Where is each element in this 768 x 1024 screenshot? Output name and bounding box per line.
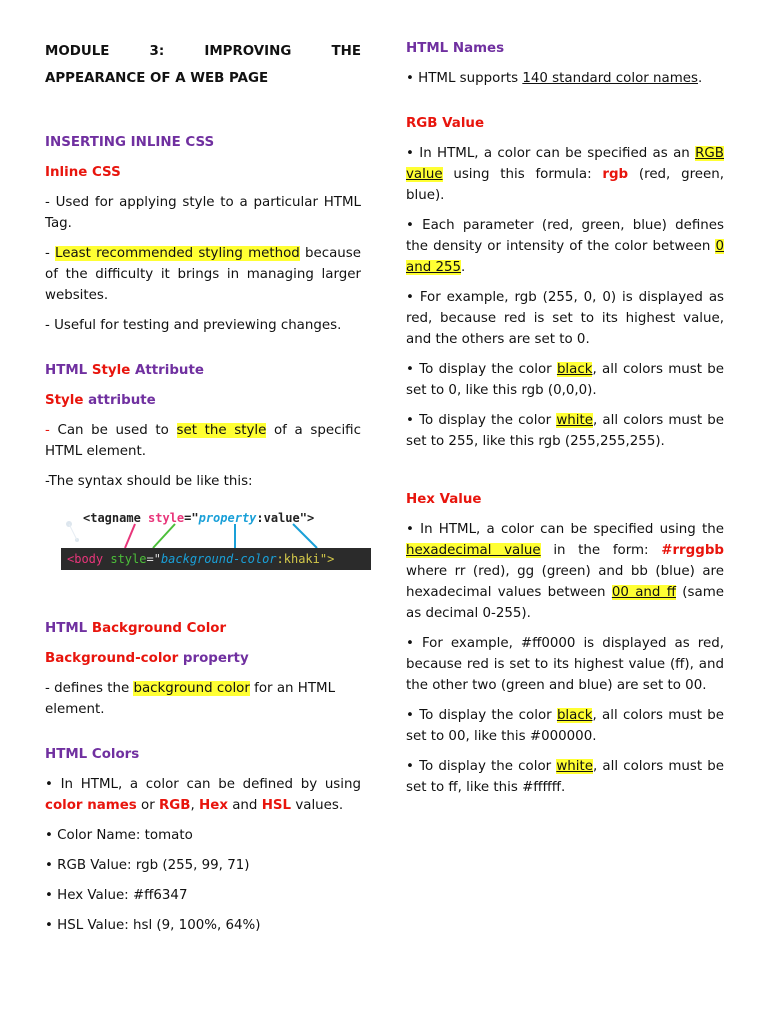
text: property	[178, 651, 249, 666]
text: ="	[146, 552, 161, 566]
html-names-paragraph	[406, 68, 724, 89]
highlight-white: white	[556, 413, 593, 428]
bullet-hex-value: • Hex Value: #ff6347	[45, 888, 188, 903]
style-paragraph-2: -The syntax should be like this:	[45, 474, 253, 489]
text: - defines the	[45, 681, 134, 696]
rgb-paragraph-4	[406, 359, 724, 401]
syntax-example-image	[55, 506, 381, 578]
text: • HTML supports	[406, 71, 523, 86]
text: values.	[291, 798, 344, 813]
text: #rrggbb	[661, 543, 724, 558]
hex-paragraph-1	[406, 519, 724, 624]
text: ,	[190, 798, 200, 813]
text: .	[697, 71, 703, 86]
text: rgb	[602, 167, 629, 182]
style-attribute-subheading	[45, 390, 361, 411]
text: color names	[45, 798, 137, 813]
text: Style	[45, 393, 84, 408]
highlight-rgb-value: RGB value	[406, 146, 724, 182]
text: , all colors must be set to 0, like this rgb (0,0,0).	[406, 362, 724, 398]
text: , all colors must be set to 255, like this rgb (255,255,255).	[406, 413, 724, 449]
html-names-heading: HTML Names	[406, 41, 505, 56]
text: Background Color	[91, 621, 227, 636]
html-colors-heading: HTML Colors	[45, 747, 140, 762]
style-paragraph-1	[45, 420, 361, 462]
highlight-least-recommended: Least recommended styling method	[55, 246, 300, 261]
text: style	[110, 552, 147, 566]
highlight-hexadecimal-value: hexadecimal value	[406, 543, 541, 558]
hex-value-heading: Hex Value	[406, 492, 482, 507]
html-colors-paragraph	[45, 774, 361, 816]
text: because of the difficulty it brings in managing larger websites.	[45, 246, 362, 303]
text: for an HTML element.	[45, 681, 336, 717]
highlight-00-and-ff: 00 and ff	[611, 585, 676, 600]
text: • In HTML, a color can be defined by using	[45, 777, 361, 792]
inline-css-paragraph-1: - Used for applying style to a particular HTML Tag.	[45, 195, 361, 231]
text: where rr (red), gg (green) and bb (blue) are hexadecimal values between	[406, 564, 724, 600]
text: , all colors must be set to ff, like this #ffffff.	[406, 759, 724, 795]
hex-paragraph-4	[406, 756, 724, 798]
hex-paragraph-2: • For example, #ff0000 is displayed as red, because red is set to its highest value (ff), and the other two (green and blue) are set to 00.	[406, 636, 724, 693]
text: Attribute	[130, 363, 204, 378]
text: and	[227, 798, 262, 813]
inline-css-paragraph-2	[45, 243, 361, 306]
highlight-black: black	[556, 362, 593, 377]
text: Hex	[199, 798, 228, 813]
dash: -	[45, 246, 56, 261]
rgb-paragraph-1	[406, 143, 724, 206]
right-column	[406, 38, 724, 798]
background-color-heading	[45, 618, 361, 639]
text: of a specific HTML element.	[45, 423, 361, 459]
text: or	[136, 798, 159, 813]
text: in the form:	[540, 543, 662, 558]
text: RGB	[159, 798, 191, 813]
background-color-paragraph	[45, 678, 361, 720]
text: :khaki">	[276, 552, 335, 566]
hex-paragraph-3	[406, 705, 724, 747]
text: (same as decimal 0-255).	[406, 585, 724, 621]
text: style	[148, 511, 185, 525]
text: HTML	[45, 621, 92, 636]
text: <body	[67, 552, 111, 566]
text: • To display the color	[406, 708, 557, 723]
rgb-value-heading: RGB Value	[406, 116, 485, 131]
style-attribute-heading	[45, 360, 361, 381]
text: , all colors must be set to 00, like this #000000.	[406, 708, 724, 744]
highlight-black: black	[556, 708, 593, 723]
text: Background-color	[45, 651, 179, 666]
highlight-background-color: background color	[133, 681, 250, 696]
bullet-color-name: • Color Name: tomato	[45, 828, 193, 843]
text: 140 standard color names	[522, 71, 698, 86]
text: • To display the color	[406, 759, 557, 774]
text: using this formula:	[442, 167, 603, 182]
highlight-white: white	[556, 759, 593, 774]
left-column	[45, 32, 361, 936]
text: property	[198, 511, 257, 525]
text: • Each parameter (red, green, blue) defines the density or intensity of the color between	[406, 218, 724, 254]
text: Can be used to	[49, 423, 177, 438]
inserting-inline-css-heading: INSERTING INLINE CSS	[45, 135, 215, 150]
syntax-example-code-bar	[61, 548, 371, 570]
bullet-hsl-value: • HSL Value: hsl (9, 100%, 64%)	[45, 918, 261, 933]
text: HSL	[261, 798, 292, 813]
dash: -	[45, 423, 50, 438]
text: HTML	[45, 363, 92, 378]
rgb-paragraph-2	[406, 215, 724, 278]
text: background-color	[160, 552, 277, 566]
text: .	[461, 260, 466, 275]
text: ="	[184, 511, 199, 525]
background-color-subheading	[45, 648, 361, 669]
text: attribute	[83, 393, 156, 408]
text: • In HTML, a color can be specified as an	[406, 146, 696, 161]
module-title-line-2: APPEARANCE OF A WEB PAGE	[45, 71, 269, 86]
text: • To display the color	[406, 362, 557, 377]
syntax-template-line	[83, 508, 314, 529]
highlight-set-the-style: set the style	[176, 423, 267, 438]
rgb-paragraph-3: • For example, rgb (255, 0, 0) is displayed as red, because red is set to its highest value, and the others are set to 0.	[406, 290, 724, 347]
text: (red, green, blue).	[406, 167, 724, 203]
bullet-rgb-value: • RGB Value: rgb (255, 99, 71)	[45, 858, 250, 873]
module-title-line-1: MODULE 3: IMPROVING THE	[45, 44, 361, 59]
inline-css-paragraph-3: - Useful for testing and previewing changes.	[45, 318, 342, 333]
text: :value">	[256, 511, 315, 525]
highlight-0-and-255: 0 and 255	[406, 239, 724, 275]
text: • To display the color	[406, 413, 557, 428]
text: <tagname	[83, 511, 149, 525]
inline-css-heading: Inline CSS	[45, 165, 121, 180]
text: • In HTML, a color can be specified using the	[406, 522, 724, 537]
text: Style	[91, 363, 131, 378]
rgb-paragraph-5	[406, 410, 724, 452]
